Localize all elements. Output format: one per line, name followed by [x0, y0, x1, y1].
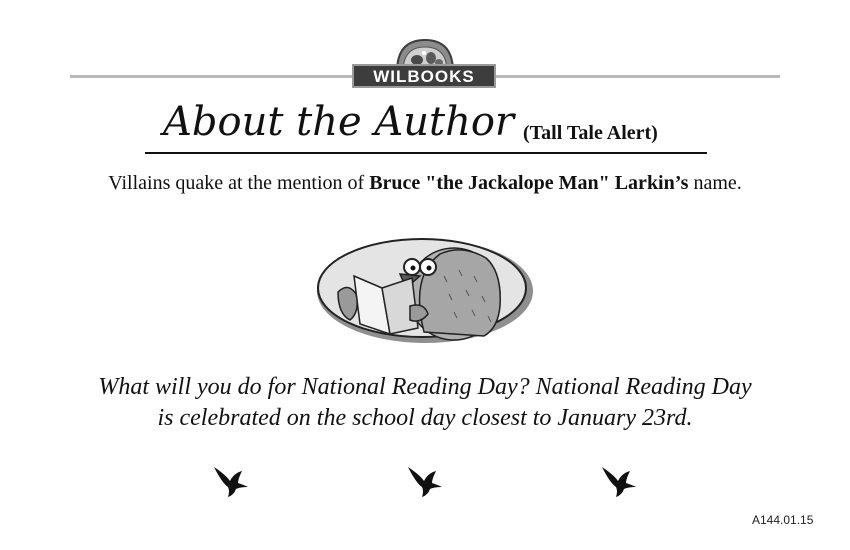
header-rule-left — [70, 75, 356, 78]
flying-bird-icon — [212, 465, 250, 499]
flying-bird-icon — [406, 465, 444, 499]
flying-bird-icon — [600, 465, 638, 499]
logo-band — [352, 64, 496, 88]
document-code: A144.01.15 — [752, 513, 814, 527]
page-title: About the Author — [163, 99, 515, 145]
tagline-line-1: What will you do for National Reading Day? National Reading Day — [98, 374, 752, 400]
intro-line — [0, 172, 850, 195]
wilbooks-logo — [352, 38, 498, 90]
intro-prefix: Villains quake at the mention of — [108, 172, 370, 194]
page-subtitle: (Tall Tale Alert) — [523, 122, 658, 144]
reading-day-message — [0, 372, 850, 434]
title-block — [145, 100, 707, 154]
tagline-line-2: is celebrated on the school day closest to January 23rd. — [157, 405, 693, 431]
author-name: Bruce "the Jackalope Man" Larkin’s — [369, 172, 689, 194]
intro-suffix: name. — [688, 172, 742, 194]
logo-text: WILBOOKS — [373, 66, 475, 86]
header-rule-right — [496, 75, 780, 78]
bird-reading-book-icon — [314, 236, 536, 346]
